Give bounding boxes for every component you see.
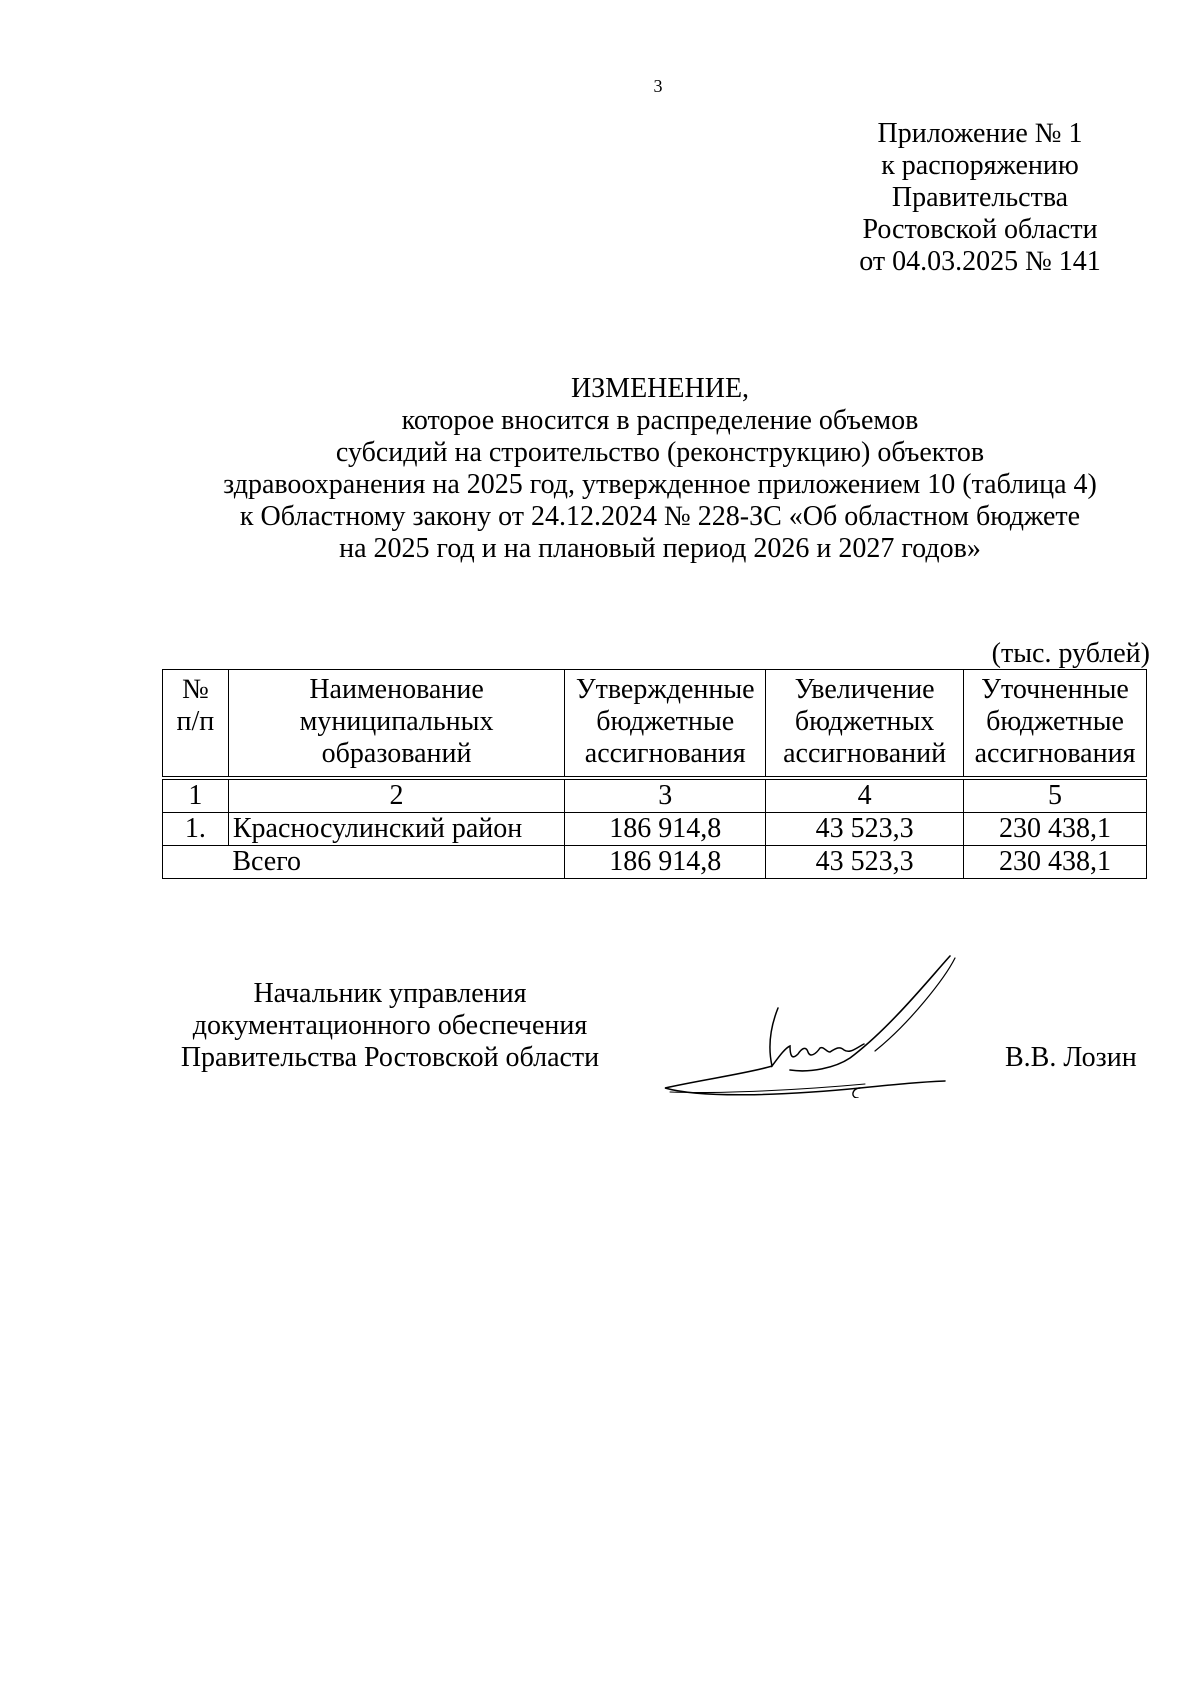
- table-row: [163, 813, 1147, 846]
- column-number: 1: [163, 778, 229, 813]
- handwritten-signature: [660, 948, 990, 1098]
- column-number: 5: [964, 778, 1147, 813]
- document-title: [160, 373, 1160, 565]
- row-municipality: Красносулинский район: [228, 813, 564, 846]
- row-increase: 43 523,3: [766, 813, 964, 846]
- total-empty-cell: [163, 846, 229, 879]
- table-header-row: [163, 670, 1147, 779]
- title-line: которое вносится в распределение объемов: [401, 405, 919, 436]
- signer-position-line: Начальник управления: [253, 978, 527, 1009]
- budget-table: [162, 669, 1147, 879]
- total-revised: 230 438,1: [964, 846, 1147, 879]
- appendix-reference: [830, 118, 1130, 278]
- column-number: 2: [228, 778, 564, 813]
- title-line: субсидий на строительство (реконструкцию) объектов: [335, 437, 985, 468]
- column-number-row: [163, 778, 1147, 813]
- title-line: здравоохранения на 2025 год, утвержденное приложением 10 (таблица 4): [223, 469, 1097, 500]
- signer-name: В.В. Лозин: [1005, 1042, 1137, 1073]
- total-approved: 186 914,8: [565, 846, 766, 879]
- row-number: 1.: [163, 813, 229, 846]
- appendix-line: Ростовской области: [862, 214, 1098, 245]
- total-label: Всего: [228, 846, 564, 879]
- signer-position-line: документационного обеспечения: [192, 1010, 588, 1041]
- header-approved: Утвержденные бюджетные ассигнования: [565, 670, 766, 779]
- column-number: 3: [565, 778, 766, 813]
- total-increase: 43 523,3: [766, 846, 964, 879]
- title-line: на 2025 год и на плановый период 2026 и 2027 годов»: [339, 533, 981, 564]
- appendix-line: Приложение № 1: [877, 118, 1083, 149]
- page-number: 3: [653, 76, 663, 96]
- header-revised: Уточненные бюджетные ассигнования: [964, 670, 1147, 779]
- column-number: 4: [766, 778, 964, 813]
- header-municipality: Наименование муниципальных образований: [228, 670, 564, 779]
- signer-position-line: Правительства Ростовской области: [180, 1042, 600, 1073]
- total-row: [163, 846, 1147, 879]
- header-number: № п/п: [163, 670, 229, 779]
- title-line: к Областному закону от 24.12.2024 № 228-ЗС «Об областном бюджете: [239, 501, 1081, 532]
- title-heading: ИЗМЕНЕНИЕ,: [570, 373, 750, 404]
- appendix-line: к распоряжению: [881, 150, 1079, 181]
- appendix-line: от 04.03.2025 № 141: [859, 246, 1101, 277]
- signer-position: [160, 978, 620, 1074]
- header-increase: Увеличение бюджетных ассигнований: [766, 670, 964, 779]
- row-approved: 186 914,8: [565, 813, 766, 846]
- row-revised: 230 438,1: [964, 813, 1147, 846]
- units-label: (тыс. рублей): [991, 638, 1150, 669]
- appendix-line: Правительства: [891, 182, 1069, 213]
